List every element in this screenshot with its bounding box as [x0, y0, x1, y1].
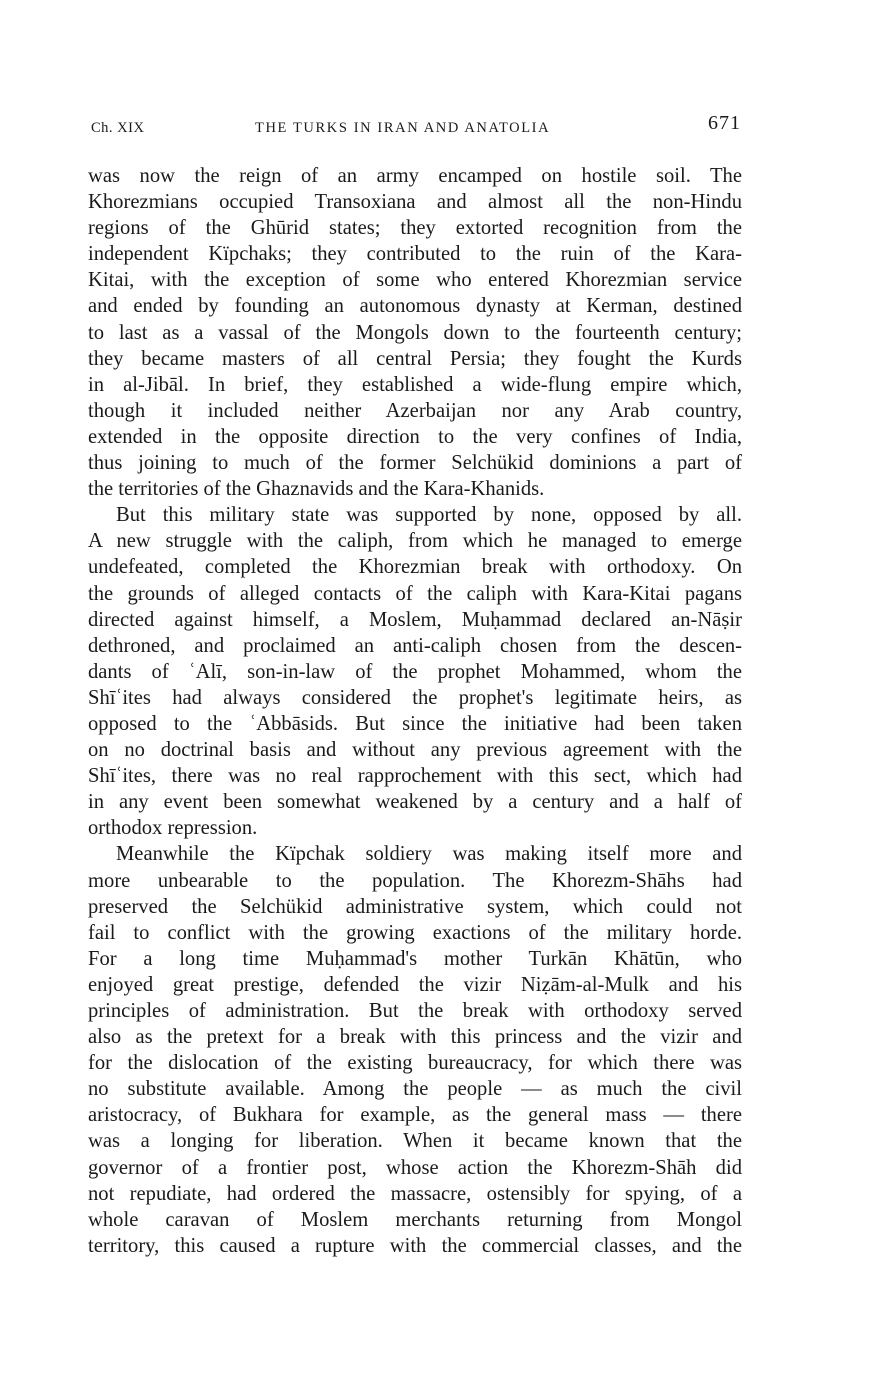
text-line: enjoyed great prestige, defended the vizir Niẓām-al-Mulk and his	[88, 973, 742, 996]
text-line: fail to conflict with the growing exactions of the military horde.	[88, 921, 742, 944]
text-line: no substitute available. Among the people — as much the civil	[88, 1078, 742, 1101]
text-line: in al-Jibāl. In brief, they established a wide-flung empire which,	[88, 373, 742, 396]
text-line: undefeated, completed the Khorezmian break with orthodoxy. On	[88, 556, 742, 579]
text-line: regions of the Ghūrid states; they extorted recognition from the	[88, 217, 742, 240]
text-line: the grounds of alleged contacts of the caliph with Kara-Kitai pagans	[88, 582, 742, 605]
text-line: Meanwhile the Kïpchak soldiery was making itself more and	[116, 843, 742, 866]
text-line: was now the reign of an army encamped on hostile soil. The	[88, 165, 742, 187]
text-line: to last as a vassal of the Mongols down to the fourteenth century;	[88, 321, 742, 344]
text-line: independent Kïpchaks; they contributed to the ruin of the Kara-	[88, 243, 742, 266]
text-line: also as the pretext for a break with this princess and the vizir and	[88, 1026, 742, 1049]
text-line: thus joining to much of the former Selchükid dominions a part of	[88, 452, 742, 475]
text-line: preserved the Selchükid administrative system, which could not	[88, 895, 742, 918]
text-line: But this military state was supported by none, opposed by all.	[116, 504, 742, 527]
text-line: Kitai, with the exception of some who entered Khorezmian service	[88, 269, 742, 292]
text-line: For a long time Muḥammad's mother Turkān Khātūn, who	[88, 947, 742, 970]
body-text	[88, 163, 742, 1259]
text-line: the territories of the Ghaznavids and the Kara-Khanids.	[88, 478, 545, 501]
text-line: Shīʿites had always considered the prophet's legitimate heirs, as	[88, 686, 742, 709]
text-line: was a longing for liberation. When it became known that the	[88, 1130, 742, 1153]
text-line: and ended by founding an autonomous dynasty at Kerman, destined	[88, 295, 742, 318]
text-line: opposed to the ʿAbbāsids. But since the initiative had been taken	[88, 712, 742, 735]
text-line: Khorezmians occupied Transoxiana and almost all the non-Hindu	[88, 191, 742, 214]
text-line: governor of a frontier post, whose action the Khorezm-Shāh did	[88, 1156, 742, 1179]
text-line: dants of ʿAlī, son-in-law of the prophet Mohammed, whom the	[88, 660, 742, 683]
text-line: on no doctrinal basis and without any previous agreement with the	[88, 739, 742, 762]
text-line: though it included neither Azerbaijan nor any Arab country,	[88, 399, 742, 422]
paragraph	[88, 502, 742, 841]
text-line: more unbearable to the population. The Khorezm-Shāhs had	[88, 869, 742, 892]
paragraph	[88, 163, 742, 502]
text-line: they became masters of all central Persia; they fought the Kurds	[88, 347, 742, 370]
text-line: in any event been somewhat weakened by a century and a half of	[88, 791, 742, 814]
text-line: principles of administration. But the break with orthodoxy served	[88, 1000, 742, 1022]
running-title: THE TURKS IN IRAN AND ANATOLIA	[255, 120, 551, 136]
text-line: extended in the opposite direction to the very confines of India,	[88, 425, 742, 448]
text-line: Shīʿites, there was no real rapprochement with this sect, which had	[88, 765, 742, 788]
text-line: A new struggle with the caliph, from which he managed to emerge	[88, 530, 742, 553]
text-line: for the dislocation of the existing bureaucracy, for which there was	[88, 1052, 742, 1075]
text-line: orthodox repression.	[88, 817, 258, 840]
page-number: 671	[708, 112, 741, 134]
text-line: whole caravan of Moslem merchants returning from Mongol	[88, 1208, 742, 1231]
running-header	[91, 112, 741, 142]
text-line: directed against himself, a Moslem, Muḥammad declared an-Nāṣir	[88, 608, 742, 631]
text-line: territory, this caused a rupture with the commercial classes, and the	[88, 1234, 742, 1257]
paragraph	[88, 841, 742, 1259]
text-line: dethroned, and proclaimed an anti-caliph chosen from the descen-	[88, 634, 742, 657]
text-line: not repudiate, had ordered the massacre, ostensibly for spying, of a	[88, 1182, 742, 1205]
chapter-label: Ch. XIX	[91, 120, 145, 136]
text-line: aristocracy, of Bukhara for example, as the general mass — there	[88, 1104, 742, 1127]
